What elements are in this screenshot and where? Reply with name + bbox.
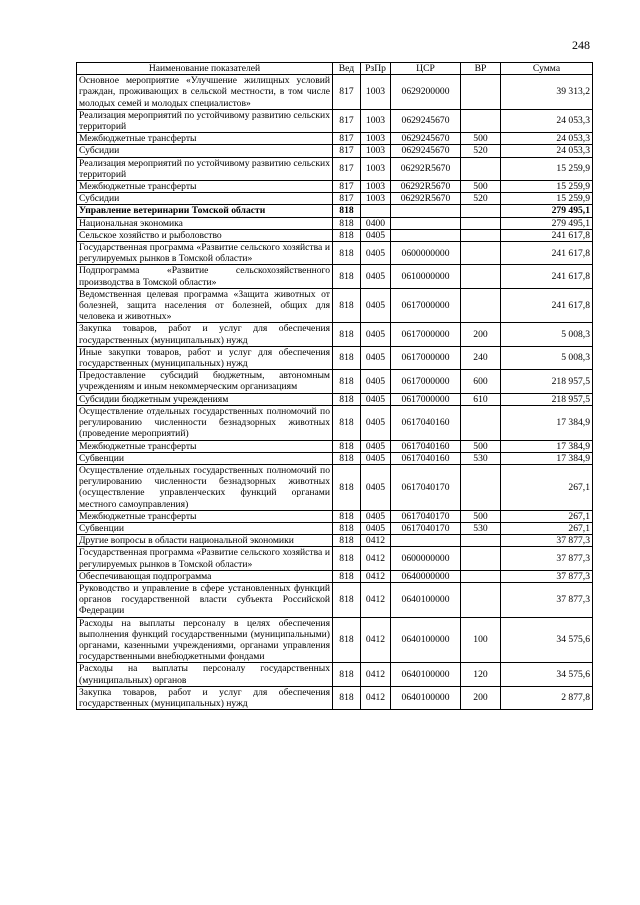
cell-csr: 0617040160 bbox=[391, 440, 461, 452]
cell-name: Закупка товаров, работ и услуг для обеспечения государственных (муниципальных) нужд bbox=[77, 686, 333, 709]
table-row bbox=[77, 393, 593, 405]
cell-vr bbox=[461, 242, 501, 265]
cell-csr: 0617040160 bbox=[391, 452, 461, 464]
cell-csr: 0640100000 bbox=[391, 686, 461, 709]
cell-rzpr: 0412 bbox=[361, 570, 391, 582]
cell-vr: 500 bbox=[461, 133, 501, 145]
cell-vr bbox=[461, 547, 501, 570]
cell-ved: 818 bbox=[333, 393, 361, 405]
cell-rzpr: 1003 bbox=[361, 181, 391, 193]
cell-csr: 0617000000 bbox=[391, 393, 461, 405]
cell-csr: 0617040160 bbox=[391, 405, 461, 440]
cell-name: Субсидии бюджетным учреждениям bbox=[77, 393, 333, 405]
cell-sum: 34 575,6 bbox=[501, 617, 593, 663]
cell-sum: 37 877,3 bbox=[501, 535, 593, 547]
cell-sum: 24 053,3 bbox=[501, 145, 593, 157]
table-row bbox=[77, 405, 593, 440]
cell-rzpr: 0405 bbox=[361, 452, 391, 464]
page-number: 248 bbox=[572, 38, 590, 52]
cell-vr bbox=[461, 205, 501, 217]
cell-rzpr: 1003 bbox=[361, 157, 391, 180]
cell-sum: 17 384,9 bbox=[501, 440, 593, 452]
cell-rzpr: 0400 bbox=[361, 217, 391, 229]
cell-csr: 0640100000 bbox=[391, 663, 461, 686]
table-row bbox=[77, 193, 593, 205]
table-row bbox=[77, 133, 593, 145]
cell-name: Иные закупки товаров, работ и услуг для обеспечения государственных (муниципальных) нужд bbox=[77, 346, 333, 369]
cell-sum: 5 008,3 bbox=[501, 346, 593, 369]
cell-ved: 818 bbox=[333, 617, 361, 663]
cell-vr bbox=[461, 405, 501, 440]
cell-sum: 37 877,3 bbox=[501, 570, 593, 582]
cell-rzpr: 1003 bbox=[361, 133, 391, 145]
header-ved: Вед bbox=[333, 63, 361, 75]
cell-name: Осуществление отдельных государственных полномочий по регулированию численности безнадзорных животных (проведение мероприятий) bbox=[77, 405, 333, 440]
cell-name: Реализация мероприятий по устойчивому развитию сельских территорий bbox=[77, 157, 333, 180]
cell-ved: 818 bbox=[333, 217, 361, 229]
cell-csr: 06292R5670 bbox=[391, 193, 461, 205]
cell-sum: 241 617,8 bbox=[501, 229, 593, 241]
table-row bbox=[77, 686, 593, 709]
table-row bbox=[77, 370, 593, 393]
table-row bbox=[77, 205, 593, 217]
cell-csr: 0629200000 bbox=[391, 75, 461, 110]
cell-ved: 818 bbox=[333, 405, 361, 440]
cell-sum: 34 575,6 bbox=[501, 663, 593, 686]
cell-name: Сельское хозяйство и рыболовство bbox=[77, 229, 333, 241]
cell-name: Национальная экономика bbox=[77, 217, 333, 229]
cell-rzpr: 1003 bbox=[361, 193, 391, 205]
cell-rzpr: 0405 bbox=[361, 288, 391, 323]
cell-vr bbox=[461, 582, 501, 617]
cell-name: Государственная программа «Развитие сельского хозяйства и регулируемых рынков в Томской области» bbox=[77, 242, 333, 265]
cell-vr bbox=[461, 109, 501, 132]
cell-csr: 0640100000 bbox=[391, 582, 461, 617]
cell-rzpr: 0405 bbox=[361, 464, 391, 510]
cell-sum: 241 617,8 bbox=[501, 288, 593, 323]
table-row bbox=[77, 242, 593, 265]
cell-csr: 0600000000 bbox=[391, 547, 461, 570]
table-row bbox=[77, 617, 593, 663]
cell-ved: 818 bbox=[333, 582, 361, 617]
table-row bbox=[77, 510, 593, 522]
table-row bbox=[77, 582, 593, 617]
cell-sum: 241 617,8 bbox=[501, 242, 593, 265]
header-name: Наименование показателей bbox=[77, 63, 333, 75]
cell-ved: 818 bbox=[333, 323, 361, 346]
cell-sum: 39 313,2 bbox=[501, 75, 593, 110]
cell-ved: 817 bbox=[333, 157, 361, 180]
cell-name: Субвенции bbox=[77, 452, 333, 464]
cell-csr: 0629245670 bbox=[391, 145, 461, 157]
cell-name: Осуществление отдельных государственных полномочий по регулированию численности безнадзорных животных (осуществление управленческих функций органами местного самоуправления) bbox=[77, 464, 333, 510]
table-row bbox=[77, 75, 593, 110]
cell-sum: 24 053,3 bbox=[501, 109, 593, 132]
cell-vr: 500 bbox=[461, 440, 501, 452]
cell-sum: 15 259,9 bbox=[501, 157, 593, 180]
cell-sum: 267,1 bbox=[501, 464, 593, 510]
cell-ved: 818 bbox=[333, 265, 361, 288]
cell-rzpr bbox=[361, 205, 391, 217]
cell-name: Реализация мероприятий по устойчивому развитию сельских территорий bbox=[77, 109, 333, 132]
cell-csr: 0629245670 bbox=[391, 133, 461, 145]
cell-csr: 0600000000 bbox=[391, 242, 461, 265]
cell-csr bbox=[391, 535, 461, 547]
cell-rzpr: 0405 bbox=[361, 242, 391, 265]
cell-rzpr: 0412 bbox=[361, 617, 391, 663]
cell-vr: 520 bbox=[461, 145, 501, 157]
cell-sum: 15 259,9 bbox=[501, 181, 593, 193]
cell-ved: 817 bbox=[333, 181, 361, 193]
cell-rzpr: 0405 bbox=[361, 440, 391, 452]
cell-vr bbox=[461, 464, 501, 510]
cell-csr: 0617000000 bbox=[391, 323, 461, 346]
cell-ved: 818 bbox=[333, 440, 361, 452]
cell-ved: 817 bbox=[333, 133, 361, 145]
cell-name: Межбюджетные трансферты bbox=[77, 440, 333, 452]
table-row bbox=[77, 522, 593, 534]
table-row bbox=[77, 464, 593, 510]
cell-ved: 818 bbox=[333, 535, 361, 547]
cell-csr: 0640100000 bbox=[391, 617, 461, 663]
cell-rzpr: 0412 bbox=[361, 535, 391, 547]
table-row bbox=[77, 229, 593, 241]
cell-csr: 06292R5670 bbox=[391, 157, 461, 180]
cell-vr: 610 bbox=[461, 393, 501, 405]
table-row bbox=[77, 535, 593, 547]
table-row bbox=[77, 570, 593, 582]
cell-csr: 0640000000 bbox=[391, 570, 461, 582]
cell-name: Межбюджетные трансферты bbox=[77, 133, 333, 145]
cell-rzpr: 1003 bbox=[361, 145, 391, 157]
cell-name: Межбюджетные трансферты bbox=[77, 181, 333, 193]
cell-name: Предоставление субсидий бюджетным, автономным учреждениям и иным некоммерческим организациям bbox=[77, 370, 333, 393]
cell-ved: 818 bbox=[333, 510, 361, 522]
cell-vr bbox=[461, 217, 501, 229]
table-row bbox=[77, 217, 593, 229]
header-vr: ВР bbox=[461, 63, 501, 75]
cell-ved: 817 bbox=[333, 109, 361, 132]
cell-rzpr: 0405 bbox=[361, 323, 391, 346]
cell-csr bbox=[391, 217, 461, 229]
cell-rzpr: 0412 bbox=[361, 686, 391, 709]
cell-sum: 37 877,3 bbox=[501, 547, 593, 570]
cell-vr: 600 bbox=[461, 370, 501, 393]
cell-name: Межбюджетные трансферты bbox=[77, 510, 333, 522]
cell-rzpr: 0405 bbox=[361, 522, 391, 534]
cell-sum: 279 495,1 bbox=[501, 217, 593, 229]
cell-name: Государственная программа «Развитие сельского хозяйства и регулируемых рынков в Томской области» bbox=[77, 547, 333, 570]
cell-vr bbox=[461, 535, 501, 547]
cell-name: Управление ветеринарии Томской области bbox=[77, 205, 333, 217]
cell-csr: 06292R5670 bbox=[391, 181, 461, 193]
cell-csr: 0617040170 bbox=[391, 522, 461, 534]
cell-vr bbox=[461, 229, 501, 241]
cell-ved: 818 bbox=[333, 570, 361, 582]
cell-ved: 818 bbox=[333, 346, 361, 369]
cell-sum: 279 495,1 bbox=[501, 205, 593, 217]
cell-vr bbox=[461, 570, 501, 582]
cell-ved: 818 bbox=[333, 663, 361, 686]
table-row bbox=[77, 346, 593, 369]
header-sum: Сумма bbox=[501, 63, 593, 75]
cell-ved: 817 bbox=[333, 145, 361, 157]
cell-ved: 818 bbox=[333, 452, 361, 464]
cell-name: Субвенции bbox=[77, 522, 333, 534]
cell-csr: 0617000000 bbox=[391, 346, 461, 369]
cell-rzpr: 1003 bbox=[361, 75, 391, 110]
cell-vr: 100 bbox=[461, 617, 501, 663]
cell-vr: 500 bbox=[461, 510, 501, 522]
cell-sum: 241 617,8 bbox=[501, 265, 593, 288]
cell-csr: 0617040170 bbox=[391, 510, 461, 522]
cell-ved: 818 bbox=[333, 686, 361, 709]
table-header-row bbox=[77, 63, 593, 75]
cell-sum: 267,1 bbox=[501, 522, 593, 534]
cell-name: Субсидии bbox=[77, 145, 333, 157]
table-row bbox=[77, 663, 593, 686]
cell-name: Расходы на выплаты персоналу государственных (муниципальных) органов bbox=[77, 663, 333, 686]
cell-rzpr: 0405 bbox=[361, 229, 391, 241]
table-row bbox=[77, 452, 593, 464]
cell-ved: 818 bbox=[333, 242, 361, 265]
cell-rzpr: 0405 bbox=[361, 405, 391, 440]
table-row bbox=[77, 440, 593, 452]
cell-ved: 818 bbox=[333, 370, 361, 393]
cell-vr: 200 bbox=[461, 323, 501, 346]
table-body bbox=[77, 75, 593, 710]
cell-csr bbox=[391, 205, 461, 217]
cell-vr: 530 bbox=[461, 452, 501, 464]
cell-vr: 520 bbox=[461, 193, 501, 205]
cell-sum: 15 259,9 bbox=[501, 193, 593, 205]
cell-rzpr: 0412 bbox=[361, 547, 391, 570]
cell-vr: 240 bbox=[461, 346, 501, 369]
cell-csr bbox=[391, 229, 461, 241]
cell-name: Основное мероприятие «Улучшение жилищных условий граждан, проживающих в сельской местности, в том числе молодых семей и молодых специалистов» bbox=[77, 75, 333, 110]
cell-csr: 0610000000 bbox=[391, 265, 461, 288]
header-rzpr: РзПр bbox=[361, 63, 391, 75]
cell-csr: 0629245670 bbox=[391, 109, 461, 132]
cell-sum: 17 384,9 bbox=[501, 405, 593, 440]
cell-ved: 818 bbox=[333, 464, 361, 510]
table-row bbox=[77, 157, 593, 180]
cell-rzpr: 0405 bbox=[361, 393, 391, 405]
cell-csr: 0617040170 bbox=[391, 464, 461, 510]
cell-sum: 17 384,9 bbox=[501, 452, 593, 464]
cell-name: Субсидии bbox=[77, 193, 333, 205]
budget-table bbox=[76, 62, 593, 710]
cell-name: Другие вопросы в области национальной экономики bbox=[77, 535, 333, 547]
cell-vr: 200 bbox=[461, 686, 501, 709]
cell-ved: 818 bbox=[333, 205, 361, 217]
cell-sum: 2 877,8 bbox=[501, 686, 593, 709]
cell-csr: 0617000000 bbox=[391, 288, 461, 323]
cell-ved: 817 bbox=[333, 75, 361, 110]
table-row bbox=[77, 145, 593, 157]
cell-sum: 267,1 bbox=[501, 510, 593, 522]
cell-sum: 37 877,3 bbox=[501, 582, 593, 617]
table-row bbox=[77, 547, 593, 570]
cell-ved: 818 bbox=[333, 288, 361, 323]
cell-name: Ведомственная целевая программа «Защита животных от болезней, защита населения от болезней, общих для человека и животных» bbox=[77, 288, 333, 323]
cell-ved: 818 bbox=[333, 522, 361, 534]
cell-name: Расходы на выплаты персоналу в целях обеспечения выполнения функций государственными (муниципальными) органами, казенными учреждениями, органами управления государственными внебюджетными фондами bbox=[77, 617, 333, 663]
cell-sum: 218 957,5 bbox=[501, 370, 593, 393]
table-row bbox=[77, 181, 593, 193]
cell-name: Руководство и управление в сфере установленных функций органов государственной власти субъекта Российской Федерации bbox=[77, 582, 333, 617]
cell-ved: 818 bbox=[333, 229, 361, 241]
cell-name: Обеспечивающая подпрограмма bbox=[77, 570, 333, 582]
cell-vr bbox=[461, 288, 501, 323]
cell-rzpr: 0405 bbox=[361, 510, 391, 522]
header-csr: ЦСР bbox=[391, 63, 461, 75]
cell-rzpr: 0405 bbox=[361, 346, 391, 369]
cell-sum: 5 008,3 bbox=[501, 323, 593, 346]
table-row bbox=[77, 323, 593, 346]
cell-csr: 0617000000 bbox=[391, 370, 461, 393]
cell-ved: 817 bbox=[333, 193, 361, 205]
cell-vr: 530 bbox=[461, 522, 501, 534]
cell-vr: 120 bbox=[461, 663, 501, 686]
cell-ved: 818 bbox=[333, 547, 361, 570]
cell-rzpr: 0412 bbox=[361, 582, 391, 617]
cell-rzpr: 0405 bbox=[361, 370, 391, 393]
cell-name: Закупка товаров, работ и услуг для обеспечения государственных (муниципальных) нужд bbox=[77, 323, 333, 346]
table-row bbox=[77, 288, 593, 323]
cell-rzpr: 0412 bbox=[361, 663, 391, 686]
cell-rzpr: 1003 bbox=[361, 109, 391, 132]
cell-sum: 24 053,3 bbox=[501, 133, 593, 145]
cell-vr: 500 bbox=[461, 181, 501, 193]
cell-rzpr: 0405 bbox=[361, 265, 391, 288]
table-row bbox=[77, 109, 593, 132]
table-row bbox=[77, 265, 593, 288]
cell-sum: 218 957,5 bbox=[501, 393, 593, 405]
cell-name: Подпрограмма «Развитие сельскохозяйственного производства в Томской области» bbox=[77, 265, 333, 288]
cell-vr bbox=[461, 265, 501, 288]
cell-vr bbox=[461, 157, 501, 180]
cell-vr bbox=[461, 75, 501, 110]
